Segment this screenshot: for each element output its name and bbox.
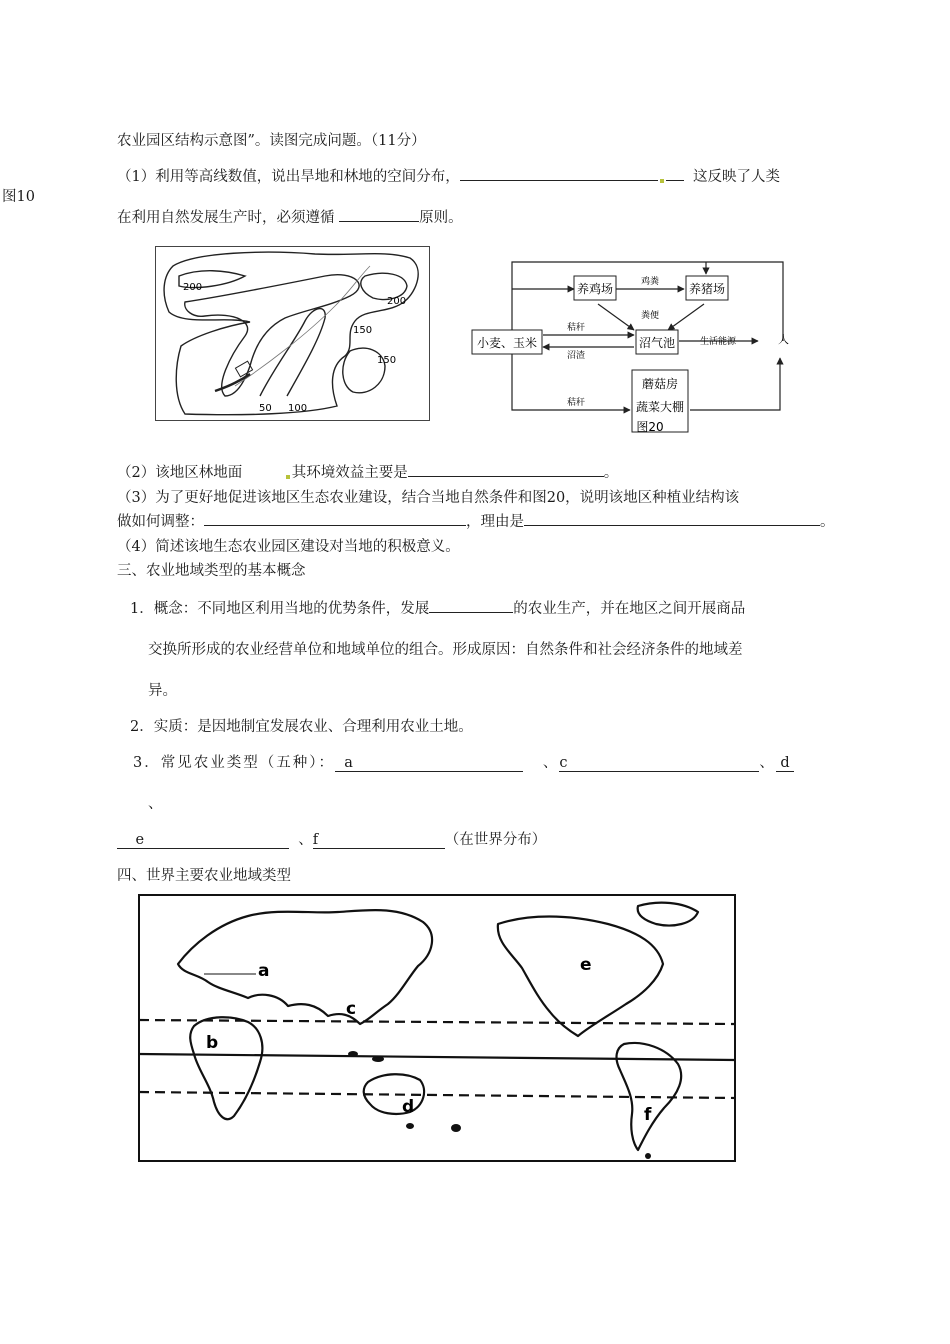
node-chicken: 养鸡场 [576,282,614,296]
section-3-item-1-cont: 交换所形成的农业经营单位和地域单位的组合。形成原因：自然条件和社会经济条件的地域差 [148,642,743,658]
section-3-item-3 [133,751,794,772]
q2-text-2: 其环境效益主要是 [291,465,408,481]
contour-label-200-left: 200 [183,282,203,293]
island-4 [406,1123,414,1129]
q1-answer-blank-2[interactable] [339,207,419,222]
q3-text-3: 。 [820,514,835,530]
edge-straw-2: 秸秆 [566,398,586,408]
contour-label-150-a: 150 [353,325,373,336]
s3-item3-text: 3．常见农业类型（五种）： [133,755,335,771]
type-f-blank[interactable] [313,832,445,849]
section-3-item-1-end: 异。 [148,683,177,699]
section-3-item-2: 2．实质：是因地制宜发展农业、合理利用农业土地。 [130,719,473,735]
type-f-letter: f [312,832,319,848]
question-2 [117,461,618,482]
type-c-blank[interactable] [559,755,759,772]
island-3 [451,1124,461,1132]
edge-energy: 生活能源 [699,337,737,347]
node-pig: 养猪场 [688,282,726,296]
frame-top-line [512,262,783,341]
map-label-f: f [644,1105,652,1125]
contour-label-200-right: 200 [387,296,407,307]
section-4-title: 四、世界主要农业地域类型 [117,868,291,884]
section-3-title: 三、农业地域类型的基本概念 [117,563,306,579]
arrow-pig-to-biogas [668,304,704,330]
map-label-e: e [580,955,592,975]
valley-contour [260,309,325,396]
q1-answer-blank-1[interactable] [460,166,658,181]
outer-contour [164,252,418,415]
type-d-blank[interactable] [776,755,794,772]
side-figure-label: 图10 [2,189,35,205]
world-agriculture-map [138,894,736,1162]
type-a-blank[interactable] [335,755,523,772]
q1-answer-blank-1-tail [666,166,684,181]
type-a-letter: a [344,755,353,771]
contour-map [155,246,430,421]
question-3-line-1: （3）为了更好地促进该地区生态农业建设，结合当地自然条件和图20，说明该地区种植业结构该 [117,490,740,506]
river-line [215,374,250,391]
island-5 [645,1153,651,1159]
marker-dot-2 [286,475,290,479]
s3-item1-text-2: 的农业生产，并在地区之间开展商品 [513,601,746,617]
question-4: （4）简述该地生态农业园区建设对当地的积极意义。 [117,539,460,555]
ecological-flow-diagram [468,246,798,436]
contour-label-50: 50 [259,403,272,414]
q1-text-1: （1）利用等高线数值，说出旱地和林地的空间分布， [117,169,460,185]
s3-item1-blank[interactable] [429,598,513,613]
arrow-chicken-to-biogas [598,304,634,330]
node-vegetable: 蔬菜大棚 [635,400,685,414]
type-e-blank[interactable] [117,832,289,849]
edge-residue: 沼渣 [566,351,586,361]
node-mushroom: 蘑菇房 [641,377,679,391]
separator-wrap: 、 [148,796,163,812]
contour-map-frame [156,247,430,421]
question-1-line-1 [117,165,780,186]
map-label-a: a [258,961,270,981]
marker-dot [660,179,664,183]
q3-adjust-blank[interactable] [204,511,466,526]
arrow-mushroom-to-people [690,358,780,410]
map-label-b: b [206,1033,219,1053]
figure-20-caption: 图20 [636,420,664,434]
contour-label-150-b: 150 [377,355,397,366]
s3-item1-text-1: 1．概念：不同地区利用当地的优势条件，发展 [130,601,430,617]
separator: 、 [759,755,776,771]
edge-manure: 粪便 [640,311,660,321]
edge-chicken-manure: 鸡粪 [640,277,660,287]
node-crop: 小麦、玉米 [476,336,538,350]
question-1-line-2 [117,206,463,227]
edge-straw-1: 秸秆 [566,323,586,333]
header-line: 农业园区结构示意图”。读图完成问题。（11分） [117,133,426,149]
q3-text-2: ，理由是 [466,514,524,530]
q2-text-3: 。 [603,465,619,481]
s3-item3-tail: （在世界分布） [444,832,547,848]
separator: 、 [542,755,560,771]
q2-answer-blank[interactable] [408,462,604,477]
q2-text-1: （2）该地区林地面 [117,465,243,481]
q1-text-4: 原则。 [419,210,463,226]
type-e-letter: e [135,832,145,848]
question-3-line-2 [117,510,835,531]
q1-text-3: 在利用自然发展生产时，必须遵循 [117,210,335,226]
separator: 、 [298,832,313,848]
q3-reason-blank[interactable] [524,511,820,526]
q1-text-2: 这反映了人类 [692,169,780,185]
section-3-item-3-cont [117,828,546,849]
type-d-letter: d [780,755,790,771]
type-c-letter: c [559,755,568,771]
node-people: 人 [778,333,789,346]
map-label-c: c [346,999,357,1019]
section-3-item-1 [130,597,745,618]
node-biogas: 沼气池 [638,336,676,350]
contour-label-100: 100 [288,403,308,414]
map-label-d: d [402,1097,415,1117]
q3-text-1: 做如何调整： [117,514,204,530]
